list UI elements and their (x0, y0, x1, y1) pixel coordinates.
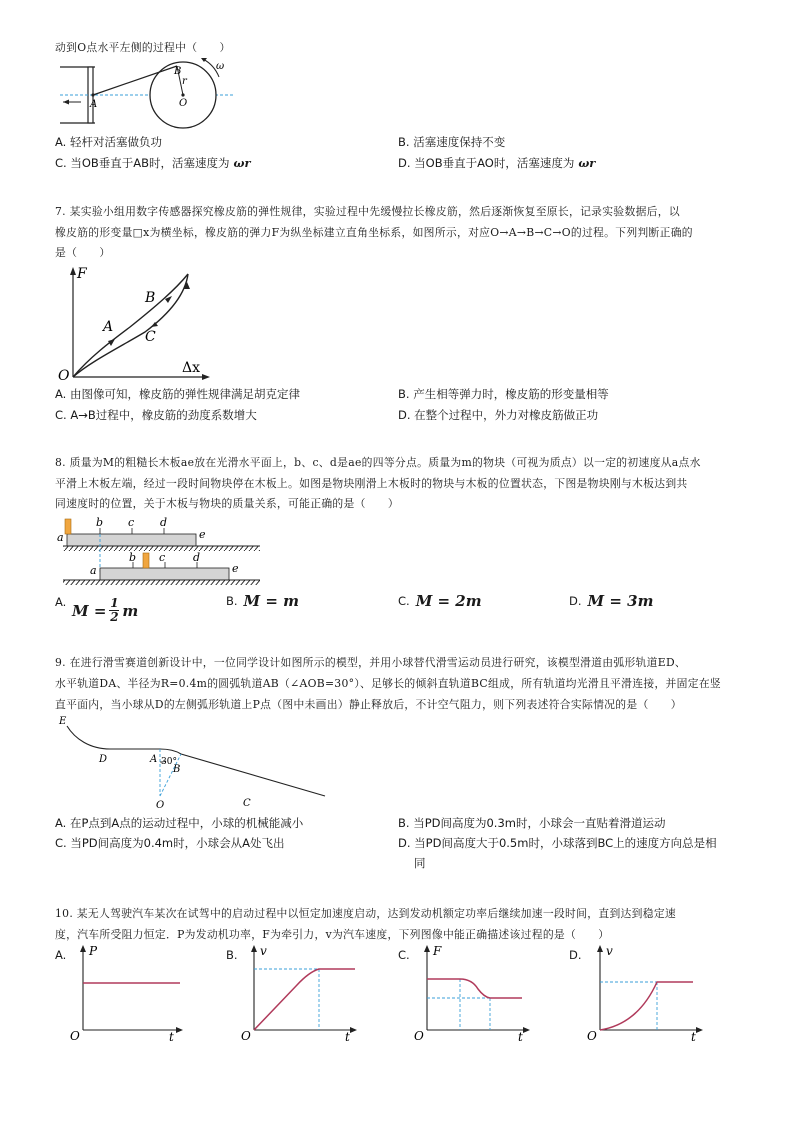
q10-b-label-x: t (345, 1030, 350, 1044)
q6-option-b: B. 活塞速度保持不变 (398, 135, 506, 149)
q6-option-a: A. 轻杆对活塞做负功 (55, 135, 162, 149)
q10-graph-c (410, 942, 535, 1042)
q8-lower-label-e: e (232, 562, 239, 575)
q9-stem-line3: 直平面内，当小球从D的左侧弧形轨道上P点（图中未画出）静止释放后，不计空气阻力，则下列表述符合实际情况的是（ ） (55, 698, 682, 711)
q9-label-C: C (243, 798, 251, 809)
q10-graph-b (237, 942, 362, 1042)
q7-label-F: F (77, 266, 87, 282)
q10-d-label-y: v (606, 944, 613, 958)
q7-figure (55, 262, 215, 382)
q9-option-b: B. 当PD间高度为0.3m时，小球会一直贴着滑道运动 (398, 816, 666, 830)
q7-stem-line2: 橡皮筋的形变量□x为横坐标，橡皮筋的弹力F为纵坐标建立直角坐标系，如图所示，对应O→A→B→C→O的过程。下列判断正确的 (55, 226, 693, 239)
q10-a-label-o: O (70, 1029, 80, 1043)
q6-label-A: A (90, 99, 98, 110)
q8-upper-label-a: a (57, 531, 64, 544)
q9-figure (55, 714, 335, 814)
q8-lower-label-b: b (129, 551, 137, 564)
q10-option-c-label: C. (398, 948, 410, 962)
q7-stem-line1: 7. 某实验小组用数字传感器探究橡皮筋的弹性规律，实验过程中先缓慢拉长橡皮筋，然后逐渐恢复至原长，记录实验数据后，以 (55, 205, 680, 218)
q9-stem-line2: 水平轨道DA、半径为R=0.4m的圆弧轨道AB（∠AOB=30°）、足够长的倾斜直轨道BC组成，所有轨道均光滑且平滑连接，并固定在竖 (55, 677, 722, 690)
q6-label-omega: ω (216, 61, 225, 72)
q7-label-C: C (145, 329, 156, 345)
q8-option-a-formula: M = 1 2 m (72, 596, 139, 624)
q10-option-d-label: D. (569, 948, 582, 962)
q9-option-a: A. 在P点到A点的运动过程中，小球的机械能减小 (55, 816, 304, 830)
q8-upper-label-b: b (96, 516, 104, 529)
q7-option-b: B. 产生相等弹力时，橡皮筋的形变量相等 (398, 387, 609, 401)
q8-stem-line1: 8. 质量为M的粗糙长木板ae放在光滑水平面上，b、c、d是ae的四等分点。质量为m的物块（可视为质点）以一定的初速度从a点水 (55, 456, 701, 469)
q8-option-a: A. (55, 595, 67, 609)
q10-stem-line1: 10. 某无人驾驶汽车某次在试驾中的启动过程中以恒定加速度启动，达到发动机额定功率后继续加速一段时间，直到达到稳定速 (55, 907, 677, 920)
q9-option-d-cont: 同 (414, 856, 426, 870)
q10-c-label-o: O (414, 1029, 424, 1043)
q10-c-label-y: F (433, 944, 442, 958)
q8-upper-label-e: e (199, 528, 206, 541)
q8-figure (55, 514, 265, 592)
q8-stem-line3: 同速度时的位置，关于木板与物块的质量关系，可能正确的是（ ） (55, 497, 399, 510)
q8-upper-label-d: d (160, 516, 168, 529)
q10-stem-line2: 度，汽车所受阻力恒定．P为发动机功率，F为牵引力，v为汽车速度，下列图像中能正确描述该过程的是（ ） (55, 928, 610, 941)
q8-option-b: B. M = m (226, 592, 300, 610)
q8-stem-line2: 平滑上木板左端，经过一段时间物块停在木板上。如图是物块刚滑上木板时的物块与木板的位置状态，下图是物块刚与木板达到共 (55, 477, 688, 490)
q7-option-c: C. A→B过程中，橡皮筋的劲度系数增大 (55, 408, 257, 422)
q10-a-label-y: P (89, 944, 98, 958)
q8-upper-label-c: c (128, 516, 135, 529)
q9-label-angle: 30° (161, 757, 177, 767)
q10-a-label-x: t (169, 1030, 174, 1044)
q9-label-E: E (59, 716, 67, 727)
q6-option-d: D. 当OB垂直于AO时，活塞速度为 ωr (398, 156, 596, 170)
q9-label-O: O (156, 800, 165, 811)
q7-stem-line3: 是（ ） (55, 246, 111, 259)
q6-figure (55, 55, 240, 125)
q9-option-c: C. 当PD间高度为0.4m时，小球会从A处飞出 (55, 836, 285, 850)
q6-label-O: O (179, 98, 188, 109)
q8-lower-label-c: c (159, 551, 166, 564)
q8-lower-label-d: d (193, 551, 201, 564)
q10-c-label-x: t (518, 1030, 523, 1044)
q7-label-B: B (145, 290, 156, 306)
q7-label-O: O (58, 368, 70, 384)
q8-lower-label-a: a (90, 564, 97, 577)
q10-d-label-x: t (691, 1030, 696, 1044)
q9-option-d: D. 当PD间高度大于0.5m时，小球落到BC上的速度方向总是相 (398, 836, 717, 850)
q10-option-a-label: A. (55, 948, 67, 962)
q7-label-dx: Δx (182, 360, 201, 376)
q8-option-c: C. M = 2m (398, 592, 482, 610)
q10-b-label-o: O (241, 1029, 251, 1043)
q10-d-label-o: O (587, 1029, 597, 1043)
q6-option-c: C. 当OB垂直于AB时，活塞速度为 ωr (55, 156, 251, 170)
q10-graph-d (583, 942, 708, 1042)
q6-label-B: B (174, 66, 182, 77)
q10-option-b-label: B. (226, 948, 238, 962)
q7-label-A: A (103, 319, 114, 335)
q6-label-r: r (182, 76, 187, 87)
q9-label-A: A (150, 754, 158, 765)
q7-option-a: A. 由图像可知，橡皮筋的弹性规律满足胡克定律 (55, 387, 300, 401)
q9-stem-line1: 9. 在进行滑雪赛道创新设计中，一位同学设计如图所示的模型，并用小球替代滑雪运动员进行研究，该模型滑道由弧形轨道ED、 (55, 656, 686, 669)
q6-stem-tail: 动到O点水平左侧的过程中（ ） (55, 41, 231, 54)
q7-option-d: D. 在整个过程中，外力对橡皮筋做正功 (398, 408, 599, 422)
q8-option-d: D. M = 3m (569, 592, 654, 610)
q10-b-label-y: v (260, 944, 267, 958)
q10-graph-a (66, 942, 186, 1042)
q9-label-D: D (99, 754, 108, 765)
q9-label-B: B (173, 764, 181, 775)
